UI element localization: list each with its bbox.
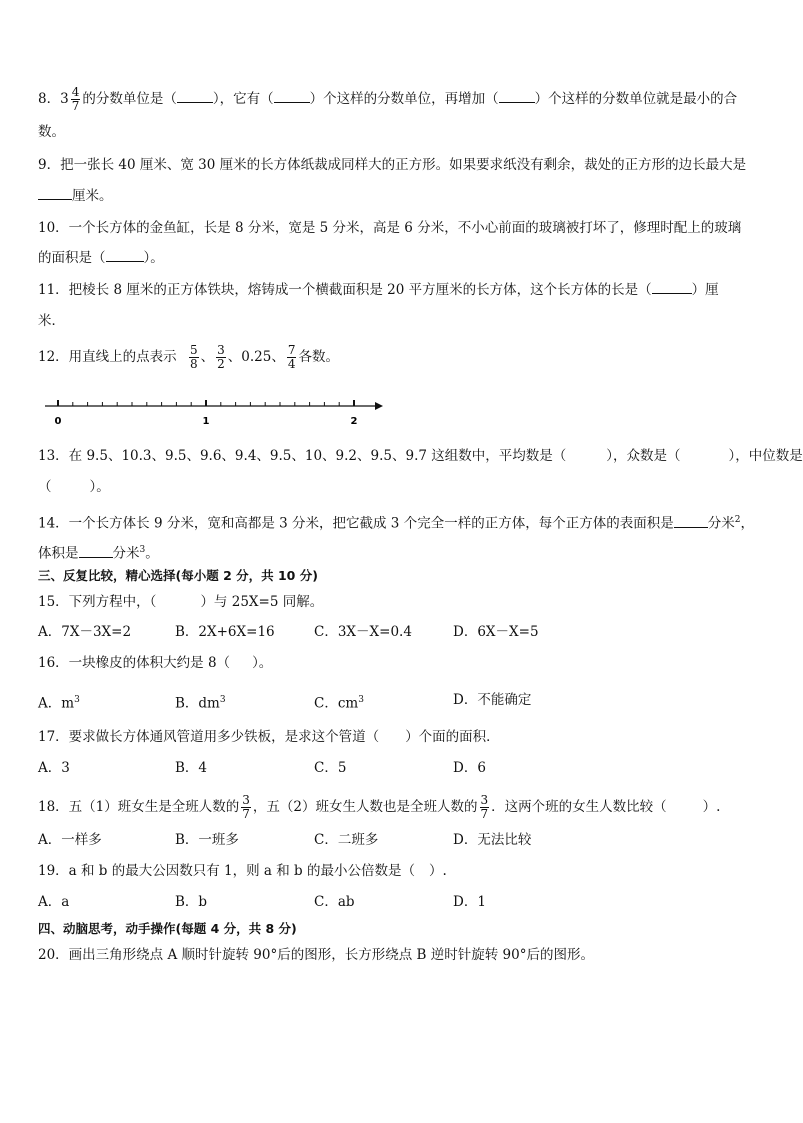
answer-blank[interactable] — [674, 527, 708, 528]
option-d[interactable]: D．无法比较 — [453, 832, 532, 848]
option-b[interactable]: B．b — [175, 894, 208, 910]
question-18: 18．五（1）班女生是全班人数的 $\frac{3}{7}$ ，五（2）班女生人数也是全班人数的 $\frac{3}{7}$ ．这两个班的女生人数比较（ ）. — [38, 793, 721, 821]
question-11-cont: 米． — [38, 313, 65, 329]
question-19: 19．a 和 b 的最大公因数只有 1，则 a 和 b 的最小公倍数是（ ）. — [38, 863, 447, 879]
section-4-heading: 四、动脑思考，动手操作(每题 4 分，共 8 分) — [38, 921, 297, 936]
option-a[interactable]: A．a — [38, 894, 70, 910]
question-14: 14．一个长方体长 9 分米，宽和高都是 3 分米，把它截成 3 个完全一样的正方体，每个正方体的表面积是 分米$^2$， — [38, 515, 754, 532]
option-c[interactable]: C．$cm^3$ — [314, 695, 364, 712]
option-c[interactable]: C．3X－X=0.4 — [314, 624, 412, 640]
option-b[interactable]: B．4 — [175, 760, 208, 776]
question-10-cont: 的面积是（ ）。 — [38, 250, 164, 266]
number-line[interactable] — [40, 394, 390, 430]
option-d[interactable]: D．6 — [453, 760, 486, 776]
option-b[interactable]: B．一班多 — [175, 832, 239, 848]
fraction: $\frac{7}{4}$ — [287, 343, 296, 371]
option-d[interactable]: D．1 — [453, 894, 486, 910]
option-d[interactable]: D．6X－X=5 — [453, 624, 539, 640]
question-17: 17．要求做长方体通风管道用多少铁板，是求这个管道（ ）个面的面积． — [38, 729, 500, 745]
answer-blank[interactable] — [106, 261, 144, 262]
question-9: 9．把一张长 40 厘米、宽 30 厘米的长方体纸裁成同样大的正方形。如果要求纸没有剩余，裁处的正方形的边长最大是 — [38, 157, 747, 173]
option-a[interactable]: A．一样多 — [38, 832, 102, 848]
question-9-cont: 厘米。 — [38, 186, 113, 206]
fraction: $\frac{4}{7}$ — [71, 85, 80, 113]
question-16: 16．一块橡皮的体积大约是 8（ ）。 — [38, 655, 273, 671]
tick-label-2: 2 — [350, 416, 358, 427]
fraction: $\frac{5}{8}$ — [189, 343, 198, 371]
option-c[interactable]: C．ab — [314, 894, 355, 910]
fraction: $\frac{3}{7}$ — [480, 793, 489, 821]
fraction: $\frac{3}{2}$ — [217, 343, 225, 371]
answer-blank[interactable] — [79, 557, 113, 558]
number-line-ticks — [58, 400, 354, 406]
question-14-cont: 体积是 分米$^3$。 — [38, 545, 159, 562]
answer-blank[interactable] — [38, 199, 72, 200]
question-10: 10．一个长方体的金鱼缸，长是 8 分米，宽是 5 分米，高是 6 分米，不小心前面的玻璃被打坏了，修理时配上的玻璃 — [38, 220, 742, 236]
answer-blank[interactable] — [652, 293, 692, 294]
question-13-cont: （ ）。 — [38, 479, 110, 495]
question-8: 8．3 $\frac{4}{7}$ 的分数单位是（ ），它有（ ）个这样的分数单位，再增加（ ）个这样的分数单位就是最小的合 — [38, 85, 738, 113]
option-d[interactable]: D．不能确定 — [453, 692, 532, 708]
fraction: $\frac{3}{7}$ — [242, 793, 250, 821]
option-b[interactable]: B．$dm^3$ — [175, 695, 226, 712]
question-15: 15．下列方程中，（ ）与 25X=5 同解。 — [38, 594, 324, 610]
question-8-cont: 数。 — [38, 124, 65, 140]
question-20: 20．画出三角形绕点 A 顺时针旋转 90°后的图形，长方形绕点 B 逆时针旋转 90°后的图形。 — [38, 947, 594, 963]
arrow-head-icon — [375, 402, 383, 410]
section-3-heading: 三、反复比较，精心选择(每小题 2 分，共 10 分) — [38, 568, 318, 583]
option-a[interactable]: A．$m^3$ — [38, 695, 80, 712]
option-c[interactable]: C．5 — [314, 760, 347, 776]
option-b[interactable]: B．2X+6X=16 — [175, 624, 275, 640]
answer-blank[interactable] — [274, 102, 310, 103]
option-a[interactable]: A．3 — [38, 760, 70, 776]
question-11: 11．把棱长 8 厘米的正方体铁块，熔铸成一个横截面积是 20 平方厘米的长方体，这个长方体的长是（ ）厘 — [38, 282, 719, 298]
option-a[interactable]: A．7X－3X=2 — [38, 624, 132, 640]
option-c[interactable]: C．二班多 — [314, 832, 379, 848]
tick-label-1: 1 — [202, 416, 210, 427]
answer-blank[interactable] — [177, 102, 213, 103]
question-12: 12．用直线上的点表示 $\frac{5}{8}$ 、 $\frac{3}{2}$ 、0.25、 $\frac{7}{4}$ 各数。 — [38, 343, 339, 371]
question-13: 13．在 9.5、10.3、9.5、9.6、9.4、9.5、10、9.2、9.5、9.7 这组数中，平均数是（ ），众数是（ ），中位数是 — [38, 448, 803, 464]
answer-blank[interactable] — [499, 102, 535, 103]
tick-label-0: 0 — [54, 416, 62, 427]
